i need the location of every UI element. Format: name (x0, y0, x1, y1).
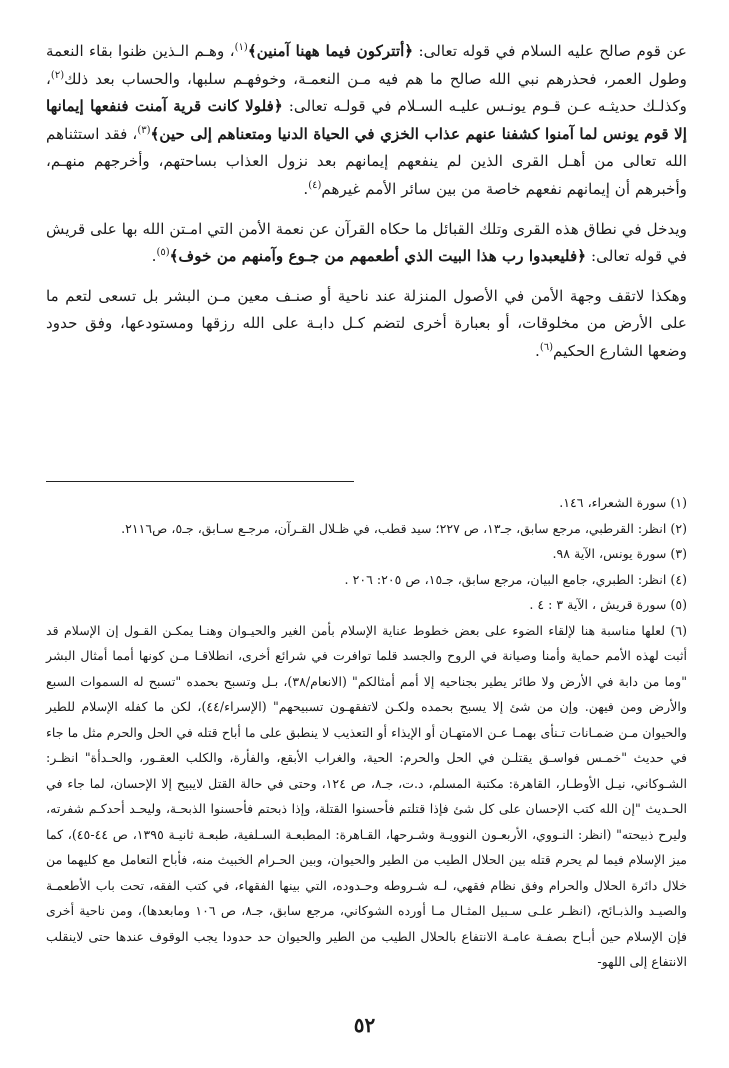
footnote-ref[interactable]: (٢) (50, 69, 65, 81)
footnote-6: (٦) لعلها مناسبة هنا لإلقاء الضوء على بعض خطوط عناية الإسلام بأمن الغير والحيـوان وهنـا يمكـن القـول إن الإسلام قد أثبت لهذه الأمم حماية وأمنا وصيانة في الروح والجسد قلما توافرت في شرائع أخرى، انطلاقـا مـن كونها أمما أمثال البشر "وما من دابة في الأرض ولا طائر يطير بجناحيه إلا أمم أمثالكم" (الانعام/٣٨)، بـل وتسبح بحمده "تسبح له السموات السبع والأرض ومن فيهن. وإن من شئ إلا يسبح بحمده ولكـن لاتفقهـون تسبيحهم" (الإسراء/٤٤)، لكن ما كفله الإسلام للطير والحيوان مـن ضمـانات تـنأى بهمـا عـن الامتهـان أو الإيذاء أو التعذيب لا ينطبق على ما أباح قتله في الحل والحرم مثل ما جاء في حديث "خمـس فواسـق يقتلـن في الحل والحرم: الحية، والغراب الأبقع، والفأرة، والكلب العقـور، والحـدأة" انظـر: الشـوكاني، نيـل الأوطـار، القاهرة: مكتبة المسلم، د.ت، جـ٨، ص ١٢٤، وحتى في حالة القتل لايبيح إلا الإحسان، لما جاء في الحـديث "إن الله كتب الإحسان على كل شئ فإذا قتلتم فأحسنوا القتلة، وإذا ذبحتم فأحسنوا الذبحـة، وليحـد أحدكـم شفرته، وليرح ذبيحته" (انظر: النـووي، الأربعـون النوويـة وشـرحها، القـاهرة: المطبعـة السـلفية، طبعـة ثانيـة ١٣٩٥، ص ٤٤-٤٥)، كما ميز الإسلام فيما لم يحرم قتله بين الحلال الطيب من الطير والحيوان، وبين الحـرام الخبيث منه، فأباح التعامل مع كليهما من خلال دائرة الحلال والحرام وفق نظام فقهي، لـه شـروطه وحـدوده، التي بينها الفقهاء، في كتب الفقه، تحت باب الأطعمـة والصيـد والذبـائح، (انظـر علـى سـبيل المثـال مـا أورده الشوكاني، مرجع سابق، جـ٨، ص ١٠٦ ومابعدها)، ومن ناحية أخرى فإن الإسلام حين أبـاح بصفـة عامـة الانتفاع بالحلال الطيب من الطير والحيوان حد حدودا يجب الوقوف عندها حتى لاينقلب الانتفاع إلى اللهو- (46, 622, 688, 969)
text-segment: . (534, 341, 540, 360)
footnote-ref[interactable]: (٦) (539, 341, 553, 353)
quran-verse: ﴿فلولا كانت قرية آمنت فنفعها إيمانها إلا قوم يونس لما آمنوا كشفنا عنهم عذاب الخزي في الحياة الدنيا ومتعناهم إلى حين﴾ (46, 97, 687, 143)
footnote-ref[interactable]: (٥) (156, 247, 170, 259)
footnotes (46, 490, 687, 975)
footnote-separator (46, 481, 354, 482)
paragraph (46, 38, 687, 204)
footnote-ref[interactable]: (١) (234, 41, 248, 53)
text-segment: ، فقد استثناهم الله تعالى من أهـل القرى الذين لم ينفعهم إيمانهم بعد نزول العذاب بساحتهم، وأخرجهم منهـم، وأخبرهم أن إيمانهم نفعهم خاصة من بين سائر الأمم غيرهم (46, 124, 687, 198)
text-segment: . (303, 179, 309, 198)
footnote-5: (٥) سورة قريش ، الآية ٣ : ٤ . (529, 597, 687, 612)
footnote-2: (٢) انظر: القرطبي، مرجع سابق، جـ١٣، ص ٢٢٧؛ سيد قطب، في ظـلال القـرآن، مرجـع سـابق، جـ٥، ص٢١١٦. (121, 520, 687, 536)
quran-verse: ﴿فليعبدوا رب هذا البيت الذي أطعمهم من جـوع وآمنهم من خوف﴾ (169, 247, 587, 266)
footnote-ref[interactable]: (٤) (308, 179, 322, 191)
paragraph (46, 283, 687, 366)
text-segment: ويدخل في نطاق هذه القرى وتلك القبائل ما حكاه القرآن عن نعمة الأمن التي امـتن الله بها على قريش في قوله تعالى: (46, 219, 687, 266)
text-segment: . (151, 247, 157, 266)
quran-verse: ﴿أتتركون فيما ههنا آمنين﴾ (247, 42, 414, 60)
footnote-ref[interactable]: (٣) (137, 124, 151, 136)
page-number: ٥٢ (353, 1013, 376, 1037)
text-segment: عن قوم صالح عليه السلام في قوله تعالى: (413, 42, 687, 60)
footnote-4: (٤) انظر: الطبري، جامع البيان، مرجع سابق، جـ١٥، ص ٢٠٥: ٢٠٦ . (344, 571, 687, 587)
text-segment: وهكذا لاتقف وجهة الأمن في الأصول المنزلة عند ناحية أو صنـف معين مـن البشر بل تسعى لتعم ما على الأرض من مخلوقات، أو بعبارة أخرى لتضم كـل دابـة على الله رزقها ومستودعها، وفق حدود وضعها الشارع الحكيم (46, 286, 687, 360)
paragraph (46, 216, 687, 271)
text-segment: ، وهـم الـذين ظنوا بقاء النعمة وطول العمر، فحذرهم نبي الله صالح ما هم فيه مـن النعمـة، وخوفهـم سلبها، والحساب بعد ذلك (46, 42, 687, 88)
footnote-3: (٣) سورة يونس، الآية ٩٨. (552, 546, 687, 561)
text-segment: ، وكذلـك حديثـه عـن قـوم يونـس عليـه السـلام في قولـه تعالى: (46, 69, 688, 116)
main-text (46, 38, 687, 378)
footnote-1: (١) سورة الشعراء، ١٤٦. (559, 495, 687, 510)
